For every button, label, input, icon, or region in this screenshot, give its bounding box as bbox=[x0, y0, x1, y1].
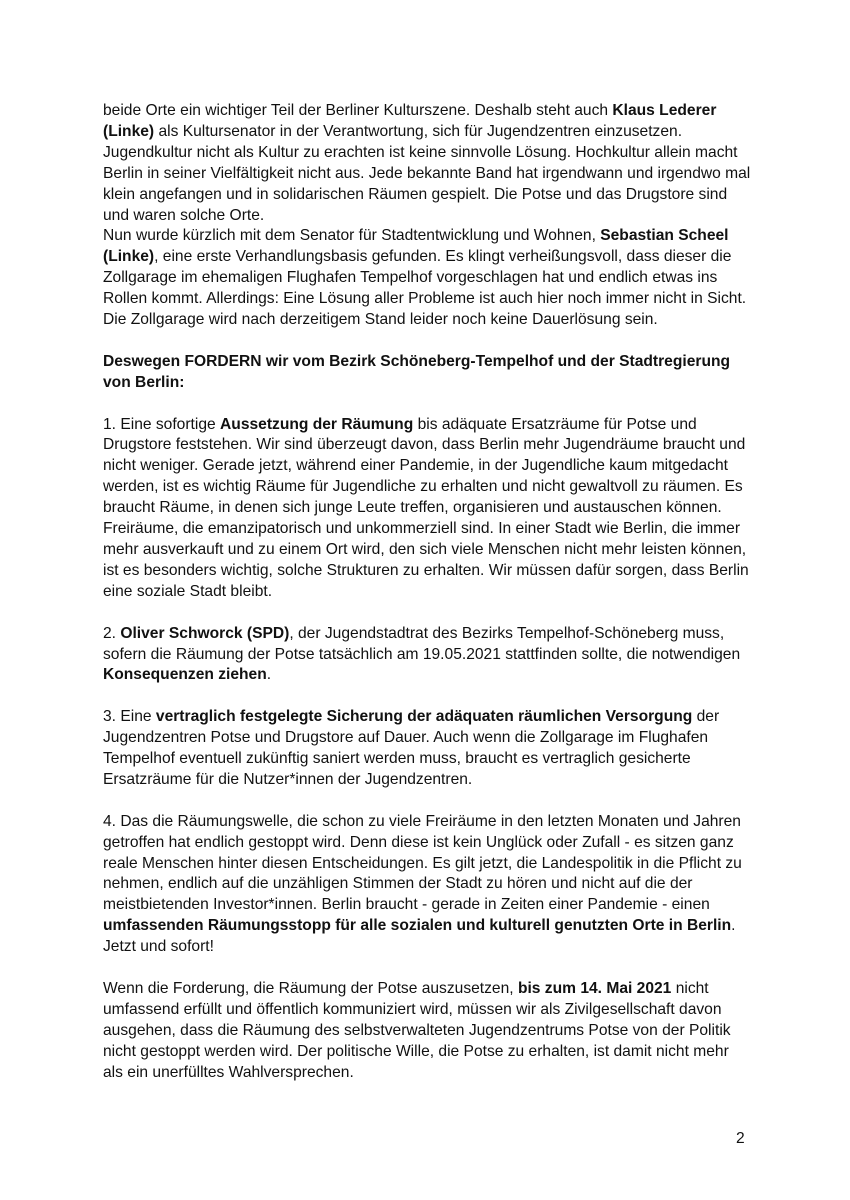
bold-text-run: Deswegen FORDERN wir vom Bezirk Schöneberg-Tempelhof und der Stadtregierung von Berlin: bbox=[103, 352, 731, 391]
text-run: . Jetzt und sofort! bbox=[103, 917, 736, 956]
paragraph-intro bbox=[103, 101, 753, 226]
bold-text-run: Oliver Schworck (SPD) bbox=[120, 624, 290, 642]
paragraph-gap bbox=[103, 603, 753, 624]
paragraph-gap bbox=[103, 331, 753, 352]
text-run: 1. Eine sofortige bbox=[103, 415, 221, 433]
text-run: Wenn die Forderung, die Räumung der Potse auszusetzen, bbox=[103, 979, 518, 997]
bold-text-run: Konsequenzen ziehen bbox=[103, 666, 267, 684]
text-run: als Kultursenator in der Verantwortung, sich für Jugendzentren einzusetzen. Jugendkultur nicht als Kultur zu erachten ist keine sinnvolle Lösung. Hochkultur allein macht Berlin in seiner Vielfältigkeit nicht aus. Jede bekannte Band hat irgendwann und irgendwo mal klein angefangen und in solidarischen Räumen gespielt. Die Potse und das Drugstore sind und waren solche Orte. bbox=[103, 122, 751, 224]
text-run: Nun wurde kürzlich mit dem Senator für Stadtentwicklung und Wohnen, bbox=[103, 227, 601, 245]
text-run: beide Orte ein wichtiger Teil der Berliner Kulturszene. Deshalb steht auch bbox=[103, 102, 613, 119]
paragraph-gap bbox=[103, 686, 753, 707]
demand-item-1 bbox=[103, 415, 753, 603]
paragraph-gap bbox=[103, 791, 753, 812]
text-run: 2. bbox=[103, 624, 121, 642]
text-run: der Jugendzentren Potse und Drugstore auf Dauer. Auch wenn die Zollgarage im Flughafen Tempelhof eventuell zukünftig saniert werden muss, braucht es vertraglich gesicherte Ersatzräume für die Nutzer*innen der Jugendzentren. bbox=[103, 708, 720, 788]
demand-item-4 bbox=[103, 812, 753, 958]
demand-item-3 bbox=[103, 707, 753, 791]
bold-text-run: Aussetzung der Räumung bbox=[220, 415, 414, 433]
text-run: 3. Eine bbox=[103, 708, 156, 726]
text-run: , der Jugendstadtrat des Bezirks Tempelhof-Schöneberg muss, sofern die Räumung der Potse tatsächlich am 19.05.2021 stattfinden sollte, die notwendigen bbox=[103, 624, 741, 663]
bold-text-run: Sebastian Scheel (Linke) bbox=[103, 227, 729, 266]
paragraph-gap bbox=[103, 394, 753, 415]
page-number: 2 bbox=[736, 1130, 745, 1147]
text-run: . bbox=[266, 666, 272, 684]
document-page bbox=[103, 101, 753, 1084]
text-run: , eine erste Verhandlungsbasis gefunden. Es klingt verheißungsvoll, dass dieser die Zollgarage im ehemaligen Flughafen Tempelhof vorgeschlagen hat und endlich etwas ins Rollen kommt. Allerdings: Eine Lösung aller Probleme ist auch hier noch immer nicht in Sicht. Die Zollgarage wird nach derzeitigem Stand leider noch keine Dauerlösung sein. bbox=[103, 248, 747, 329]
demand-heading bbox=[103, 352, 753, 394]
bold-text-run: vertraglich festgelegte Sicherung der adäquaten räumlichen Versorgung bbox=[155, 708, 693, 726]
paragraph-gap bbox=[103, 958, 753, 979]
bold-text-run: Klaus Lederer (Linke) bbox=[103, 102, 717, 140]
text-run: 4. Das die Räumungswelle, die schon zu viele Freiräume in den letzten Monaten und Jahren getroffen hat endlich gestoppt wird. Denn diese ist kein Unglück oder Zufall - es sitzen ganz reale Menschen hinter diesen Entscheidungen. Es gilt jetzt, die Landespolitik in die Pflicht zu nehmen, endlich auf die unzähligen Stimmen der Stadt zu hören und nicht auf die der meistbietenden Investor*innen. Berlin braucht - gerade in Zeiten einer Pandemie - einen bbox=[103, 812, 742, 914]
paragraph-closing bbox=[103, 979, 753, 1084]
bold-text-run: umfassenden Räumungsstopp für alle sozialen und kulturell genutzten Orte in Berlin bbox=[103, 917, 732, 935]
demand-item-2 bbox=[103, 624, 753, 687]
paragraph-senator bbox=[103, 226, 753, 331]
text-run: bis adäquate Ersatzräume für Potse und Drugstore feststehen. Wir sind überzeugt davon, dass Berlin mehr Jugendräume braucht und nicht weniger. Gerade jetzt, während einer Pandemie, in der Jugendliche kaum mitgedacht werden, ist es wichtig Räume für Jugendliche zu erhalten und nicht gewaltvoll zu räumen. Es braucht Räume, in denen sich junge Leute treffen, organisieren und austauschen können. Freiräume, die emanzipatorisch und unkommerziell sind. In einer Stadt wie Berlin, die immer mehr ausverkauft und zu einem Ort wird, den sich viele Menschen nicht mehr leisten können, ist es besonders wichtig, solche Strukturen zu erhalten. Wir müssen dafür sorgen, dass Berlin eine soziale Stadt bleibt. bbox=[103, 415, 749, 600]
bold-text-run: bis zum 14. Mai 2021 bbox=[517, 979, 672, 997]
text-run: nicht umfassend erfüllt und öffentlich kommuniziert wird, müssen wir als Zivilgesellschaft davon ausgehen, dass die Räumung des selbstverwalteten Jugendzentrums Potse von der Politik nicht gestoppt werden wird. Der politische Wille, die Potse zu erhalten, ist damit nicht mehr als ein unerfülltes Wahlversprechen. bbox=[103, 979, 731, 1081]
